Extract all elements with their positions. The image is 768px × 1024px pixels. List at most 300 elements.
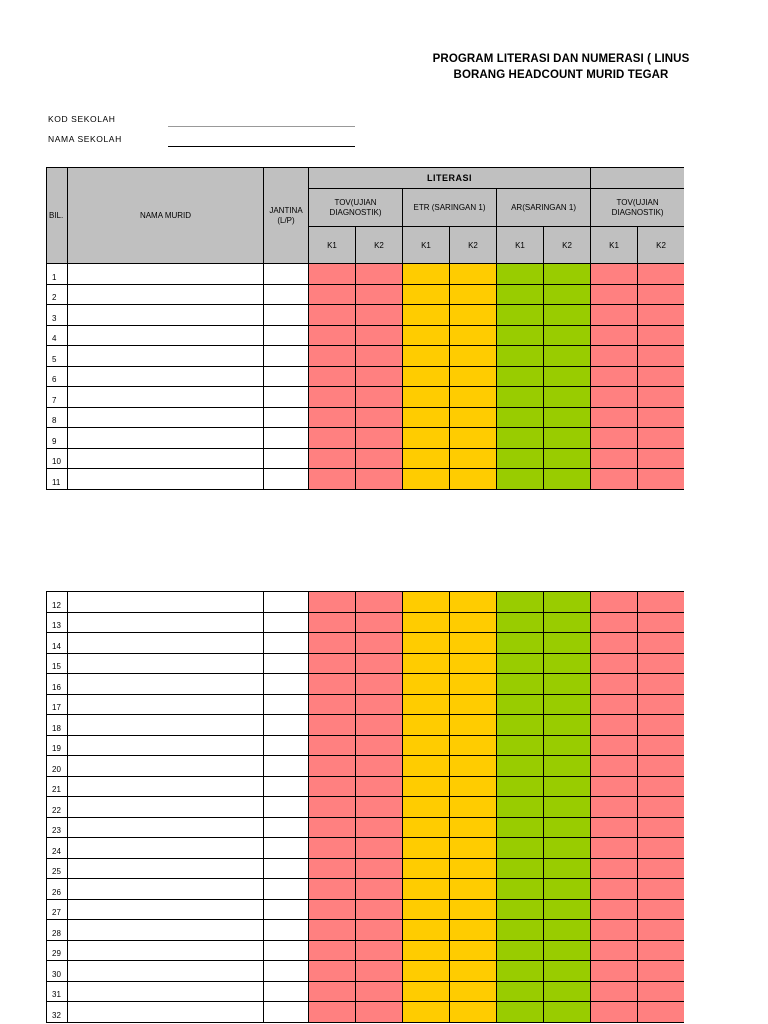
- ar-k1-cell[interactable]: [497, 776, 544, 797]
- tov-k1-cell[interactable]: [309, 366, 356, 387]
- tov-numerasi-k1-cell[interactable]: [591, 325, 638, 346]
- tov-k1-cell[interactable]: [309, 653, 356, 674]
- etr-k1-cell[interactable]: [403, 346, 450, 367]
- tov-numerasi-k1-cell[interactable]: [591, 387, 638, 408]
- etr-k1-cell[interactable]: [403, 264, 450, 285]
- etr-k2-cell[interactable]: [450, 284, 497, 305]
- ar-k1-cell[interactable]: [497, 838, 544, 859]
- ar-k1-cell[interactable]: [497, 1002, 544, 1023]
- nama-murid-cell[interactable]: [68, 940, 264, 961]
- ar-k2-cell[interactable]: [544, 817, 591, 838]
- tov-k1-cell[interactable]: [309, 428, 356, 449]
- etr-k2-cell[interactable]: [450, 735, 497, 756]
- ar-k1-cell[interactable]: [497, 407, 544, 428]
- nama-murid-cell[interactable]: [68, 469, 264, 490]
- nama-murid-cell[interactable]: [68, 920, 264, 941]
- nama-murid-cell[interactable]: [68, 366, 264, 387]
- nama-murid-cell[interactable]: [68, 653, 264, 674]
- ar-k2-cell[interactable]: [544, 612, 591, 633]
- tov-k1-cell[interactable]: [309, 325, 356, 346]
- nama-murid-cell[interactable]: [68, 899, 264, 920]
- ar-k1-cell[interactable]: [497, 899, 544, 920]
- tov-k2-cell[interactable]: [356, 776, 403, 797]
- ar-k1-cell[interactable]: [497, 920, 544, 941]
- tov-k2-cell[interactable]: [356, 469, 403, 490]
- tov-k1-cell[interactable]: [309, 961, 356, 982]
- tov-numerasi-k1-cell[interactable]: [591, 407, 638, 428]
- jantina-cell[interactable]: [264, 592, 309, 613]
- nama-murid-cell[interactable]: [68, 858, 264, 879]
- tov-numerasi-k1-cell[interactable]: [591, 920, 638, 941]
- tov-k1-cell[interactable]: [309, 838, 356, 859]
- etr-k1-cell[interactable]: [403, 797, 450, 818]
- ar-k2-cell[interactable]: [544, 284, 591, 305]
- etr-k1-cell[interactable]: [403, 674, 450, 695]
- tov-numerasi-k2-cell[interactable]: [638, 346, 684, 367]
- ar-k2-cell[interactable]: [544, 387, 591, 408]
- etr-k2-cell[interactable]: [450, 366, 497, 387]
- tov-k1-cell[interactable]: [309, 469, 356, 490]
- ar-k2-cell[interactable]: [544, 448, 591, 469]
- ar-k1-cell[interactable]: [497, 264, 544, 285]
- ar-k2-cell[interactable]: [544, 694, 591, 715]
- tov-numerasi-k1-cell[interactable]: [591, 633, 638, 654]
- tov-numerasi-k2-cell[interactable]: [638, 899, 685, 920]
- etr-k1-cell[interactable]: [403, 694, 450, 715]
- tov-numerasi-k1-cell[interactable]: [591, 1002, 638, 1023]
- tov-k1-cell[interactable]: [309, 879, 356, 900]
- tov-numerasi-k2-cell[interactable]: [638, 756, 685, 777]
- etr-k2-cell[interactable]: [450, 612, 497, 633]
- ar-k2-cell[interactable]: [544, 1002, 591, 1023]
- ar-k2-cell[interactable]: [544, 264, 591, 285]
- tov-k1-cell[interactable]: [309, 756, 356, 777]
- tov-numerasi-k1-cell[interactable]: [591, 448, 638, 469]
- jantina-cell[interactable]: [264, 325, 309, 346]
- tov-k1-cell[interactable]: [309, 899, 356, 920]
- ar-k1-cell[interactable]: [497, 756, 544, 777]
- jantina-cell[interactable]: [264, 694, 309, 715]
- tov-numerasi-k1-cell[interactable]: [591, 961, 638, 982]
- nama-murid-cell[interactable]: [68, 838, 264, 859]
- tov-k2-cell[interactable]: [356, 899, 403, 920]
- tov-k1-cell[interactable]: [309, 612, 356, 633]
- tov-k2-cell[interactable]: [356, 817, 403, 838]
- tov-k2-cell[interactable]: [356, 346, 403, 367]
- tov-numerasi-k2-cell[interactable]: [638, 305, 684, 326]
- etr-k1-cell[interactable]: [403, 961, 450, 982]
- etr-k2-cell[interactable]: [450, 346, 497, 367]
- ar-k2-cell[interactable]: [544, 858, 591, 879]
- etr-k1-cell[interactable]: [403, 756, 450, 777]
- tov-k1-cell[interactable]: [309, 715, 356, 736]
- tov-k1-cell[interactable]: [309, 346, 356, 367]
- tov-numerasi-k2-cell[interactable]: [638, 284, 684, 305]
- jantina-cell[interactable]: [264, 653, 309, 674]
- nama-murid-cell[interactable]: [68, 817, 264, 838]
- ar-k2-cell[interactable]: [544, 407, 591, 428]
- ar-k1-cell[interactable]: [497, 387, 544, 408]
- etr-k2-cell[interactable]: [450, 592, 497, 613]
- etr-k1-cell[interactable]: [403, 838, 450, 859]
- ar-k1-cell[interactable]: [497, 366, 544, 387]
- nama-murid-cell[interactable]: [68, 797, 264, 818]
- etr-k1-cell[interactable]: [403, 1002, 450, 1023]
- etr-k1-cell[interactable]: [403, 776, 450, 797]
- tov-k2-cell[interactable]: [356, 653, 403, 674]
- ar-k1-cell[interactable]: [497, 469, 544, 490]
- tov-numerasi-k2-cell[interactable]: [638, 694, 685, 715]
- ar-k1-cell[interactable]: [497, 817, 544, 838]
- tov-k1-cell[interactable]: [309, 448, 356, 469]
- nama-murid-cell[interactable]: [68, 961, 264, 982]
- nama-murid-cell[interactable]: [68, 715, 264, 736]
- tov-numerasi-k2-cell[interactable]: [638, 715, 685, 736]
- etr-k2-cell[interactable]: [450, 715, 497, 736]
- tov-k1-cell[interactable]: [309, 284, 356, 305]
- etr-k2-cell[interactable]: [450, 428, 497, 449]
- tov-numerasi-k1-cell[interactable]: [591, 469, 638, 490]
- etr-k1-cell[interactable]: [403, 428, 450, 449]
- tov-numerasi-k1-cell[interactable]: [591, 694, 638, 715]
- ar-k2-cell[interactable]: [544, 346, 591, 367]
- ar-k1-cell[interactable]: [497, 305, 544, 326]
- etr-k2-cell[interactable]: [450, 653, 497, 674]
- nama-murid-cell[interactable]: [68, 284, 264, 305]
- tov-numerasi-k2-cell[interactable]: [638, 407, 684, 428]
- tov-numerasi-k2-cell[interactable]: [638, 838, 685, 859]
- etr-k2-cell[interactable]: [450, 264, 497, 285]
- jantina-cell[interactable]: [264, 961, 309, 982]
- etr-k2-cell[interactable]: [450, 633, 497, 654]
- jantina-cell[interactable]: [264, 735, 309, 756]
- etr-k1-cell[interactable]: [403, 469, 450, 490]
- ar-k2-cell[interactable]: [544, 653, 591, 674]
- tov-numerasi-k2-cell[interactable]: [638, 981, 685, 1002]
- tov-k1-cell[interactable]: [309, 305, 356, 326]
- tov-numerasi-k2-cell[interactable]: [638, 797, 685, 818]
- tov-k2-cell[interactable]: [356, 879, 403, 900]
- nama-murid-cell[interactable]: [68, 981, 264, 1002]
- etr-k2-cell[interactable]: [450, 981, 497, 1002]
- tov-numerasi-k2-cell[interactable]: [638, 366, 684, 387]
- nama-murid-cell[interactable]: [68, 612, 264, 633]
- etr-k1-cell[interactable]: [403, 735, 450, 756]
- nama-murid-cell[interactable]: [68, 674, 264, 695]
- jantina-cell[interactable]: [264, 346, 309, 367]
- tov-numerasi-k1-cell[interactable]: [591, 817, 638, 838]
- jantina-cell[interactable]: [264, 428, 309, 449]
- tov-numerasi-k2-cell[interactable]: [638, 469, 684, 490]
- ar-k2-cell[interactable]: [544, 961, 591, 982]
- tov-k2-cell[interactable]: [356, 366, 403, 387]
- tov-k2-cell[interactable]: [356, 797, 403, 818]
- tov-k1-cell[interactable]: [309, 817, 356, 838]
- tov-k1-cell[interactable]: [309, 1002, 356, 1023]
- jantina-cell[interactable]: [264, 633, 309, 654]
- tov-k2-cell[interactable]: [356, 633, 403, 654]
- nama-murid-cell[interactable]: [68, 879, 264, 900]
- tov-k1-cell[interactable]: [309, 797, 356, 818]
- tov-k2-cell[interactable]: [356, 674, 403, 695]
- etr-k1-cell[interactable]: [403, 387, 450, 408]
- tov-k1-cell[interactable]: [309, 694, 356, 715]
- nama-murid-cell[interactable]: [68, 428, 264, 449]
- tov-k1-cell[interactable]: [309, 633, 356, 654]
- ar-k1-cell[interactable]: [497, 612, 544, 633]
- etr-k1-cell[interactable]: [403, 858, 450, 879]
- ar-k2-cell[interactable]: [544, 592, 591, 613]
- etr-k1-cell[interactable]: [403, 448, 450, 469]
- etr-k2-cell[interactable]: [450, 674, 497, 695]
- jantina-cell[interactable]: [264, 407, 309, 428]
- tov-numerasi-k1-cell[interactable]: [591, 346, 638, 367]
- tov-k2-cell[interactable]: [356, 592, 403, 613]
- tov-k1-cell[interactable]: [309, 776, 356, 797]
- etr-k2-cell[interactable]: [450, 305, 497, 326]
- ar-k2-cell[interactable]: [544, 428, 591, 449]
- tov-k2-cell[interactable]: [356, 407, 403, 428]
- tov-numerasi-k1-cell[interactable]: [591, 756, 638, 777]
- etr-k2-cell[interactable]: [450, 407, 497, 428]
- jantina-cell[interactable]: [264, 448, 309, 469]
- jantina-cell[interactable]: [264, 756, 309, 777]
- jantina-cell[interactable]: [264, 838, 309, 859]
- tov-k2-cell[interactable]: [356, 735, 403, 756]
- ar-k1-cell[interactable]: [497, 674, 544, 695]
- tov-k2-cell[interactable]: [356, 858, 403, 879]
- etr-k2-cell[interactable]: [450, 879, 497, 900]
- jantina-cell[interactable]: [264, 899, 309, 920]
- jantina-cell[interactable]: [264, 366, 309, 387]
- tov-numerasi-k2-cell[interactable]: [638, 428, 684, 449]
- tov-numerasi-k2-cell[interactable]: [638, 612, 685, 633]
- ar-k2-cell[interactable]: [544, 920, 591, 941]
- ar-k1-cell[interactable]: [497, 592, 544, 613]
- tov-k2-cell[interactable]: [356, 838, 403, 859]
- etr-k1-cell[interactable]: [403, 325, 450, 346]
- tov-k1-cell[interactable]: [309, 407, 356, 428]
- ar-k1-cell[interactable]: [497, 735, 544, 756]
- etr-k1-cell[interactable]: [403, 899, 450, 920]
- nama-murid-cell[interactable]: [68, 776, 264, 797]
- tov-numerasi-k1-cell[interactable]: [591, 653, 638, 674]
- jantina-cell[interactable]: [264, 674, 309, 695]
- ar-k1-cell[interactable]: [497, 858, 544, 879]
- tov-numerasi-k2-cell[interactable]: [638, 264, 684, 285]
- tov-numerasi-k2-cell[interactable]: [638, 735, 685, 756]
- nama-murid-cell[interactable]: [68, 305, 264, 326]
- tov-numerasi-k2-cell[interactable]: [638, 817, 685, 838]
- jantina-cell[interactable]: [264, 858, 309, 879]
- nama-murid-cell[interactable]: [68, 592, 264, 613]
- etr-k1-cell[interactable]: [403, 633, 450, 654]
- tov-k1-cell[interactable]: [309, 592, 356, 613]
- tov-k2-cell[interactable]: [356, 920, 403, 941]
- etr-k2-cell[interactable]: [450, 920, 497, 941]
- etr-k1-cell[interactable]: [403, 879, 450, 900]
- etr-k2-cell[interactable]: [450, 756, 497, 777]
- nama-murid-cell[interactable]: [68, 1002, 264, 1023]
- etr-k1-cell[interactable]: [403, 940, 450, 961]
- tov-numerasi-k1-cell[interactable]: [591, 838, 638, 859]
- etr-k1-cell[interactable]: [403, 612, 450, 633]
- etr-k2-cell[interactable]: [450, 797, 497, 818]
- ar-k2-cell[interactable]: [544, 366, 591, 387]
- tov-numerasi-k2-cell[interactable]: [638, 940, 685, 961]
- nama-murid-cell[interactable]: [68, 735, 264, 756]
- ar-k1-cell[interactable]: [497, 940, 544, 961]
- ar-k1-cell[interactable]: [497, 325, 544, 346]
- tov-numerasi-k2-cell[interactable]: [638, 920, 685, 941]
- tov-numerasi-k1-cell[interactable]: [591, 612, 638, 633]
- etr-k1-cell[interactable]: [403, 366, 450, 387]
- jantina-cell[interactable]: [264, 817, 309, 838]
- tov-numerasi-k2-cell[interactable]: [638, 961, 685, 982]
- ar-k2-cell[interactable]: [544, 776, 591, 797]
- etr-k1-cell[interactable]: [403, 981, 450, 1002]
- etr-k2-cell[interactable]: [450, 448, 497, 469]
- tov-numerasi-k1-cell[interactable]: [591, 776, 638, 797]
- jantina-cell[interactable]: [264, 981, 309, 1002]
- tov-numerasi-k2-cell[interactable]: [638, 633, 685, 654]
- ar-k1-cell[interactable]: [497, 879, 544, 900]
- etr-k2-cell[interactable]: [450, 940, 497, 961]
- etr-k2-cell[interactable]: [450, 694, 497, 715]
- tov-k1-cell[interactable]: [309, 858, 356, 879]
- jantina-cell[interactable]: [264, 305, 309, 326]
- etr-k2-cell[interactable]: [450, 838, 497, 859]
- tov-k2-cell[interactable]: [356, 715, 403, 736]
- ar-k1-cell[interactable]: [497, 961, 544, 982]
- tov-numerasi-k2-cell[interactable]: [638, 387, 684, 408]
- tov-numerasi-k1-cell[interactable]: [591, 715, 638, 736]
- ar-k1-cell[interactable]: [497, 284, 544, 305]
- jantina-cell[interactable]: [264, 879, 309, 900]
- nama-murid-cell[interactable]: [68, 694, 264, 715]
- nama-murid-cell[interactable]: [68, 346, 264, 367]
- etr-k1-cell[interactable]: [403, 305, 450, 326]
- tov-numerasi-k1-cell[interactable]: [591, 366, 638, 387]
- tov-k2-cell[interactable]: [356, 961, 403, 982]
- tov-numerasi-k2-cell[interactable]: [638, 776, 685, 797]
- ar-k1-cell[interactable]: [497, 715, 544, 736]
- tov-k2-cell[interactable]: [356, 940, 403, 961]
- ar-k2-cell[interactable]: [544, 879, 591, 900]
- jantina-cell[interactable]: [264, 776, 309, 797]
- tov-k2-cell[interactable]: [356, 428, 403, 449]
- tov-numerasi-k2-cell[interactable]: [638, 448, 684, 469]
- tov-k1-cell[interactable]: [309, 264, 356, 285]
- ar-k1-cell[interactable]: [497, 797, 544, 818]
- ar-k1-cell[interactable]: [497, 653, 544, 674]
- ar-k2-cell[interactable]: [544, 797, 591, 818]
- tov-numerasi-k1-cell[interactable]: [591, 940, 638, 961]
- tov-k2-cell[interactable]: [356, 305, 403, 326]
- etr-k2-cell[interactable]: [450, 899, 497, 920]
- tov-numerasi-k2-cell[interactable]: [638, 674, 685, 695]
- tov-numerasi-k1-cell[interactable]: [591, 858, 638, 879]
- etr-k2-cell[interactable]: [450, 858, 497, 879]
- tov-numerasi-k2-cell[interactable]: [638, 879, 685, 900]
- tov-numerasi-k2-cell[interactable]: [638, 592, 685, 613]
- nama-murid-cell[interactable]: [68, 756, 264, 777]
- tov-k1-cell[interactable]: [309, 940, 356, 961]
- ar-k1-cell[interactable]: [497, 346, 544, 367]
- ar-k2-cell[interactable]: [544, 756, 591, 777]
- etr-k2-cell[interactable]: [450, 469, 497, 490]
- ar-k2-cell[interactable]: [544, 715, 591, 736]
- nama-murid-cell[interactable]: [68, 387, 264, 408]
- etr-k1-cell[interactable]: [403, 284, 450, 305]
- nama-murid-cell[interactable]: [68, 448, 264, 469]
- tov-numerasi-k2-cell[interactable]: [638, 653, 685, 674]
- tov-numerasi-k1-cell[interactable]: [591, 284, 638, 305]
- ar-k1-cell[interactable]: [497, 981, 544, 1002]
- etr-k2-cell[interactable]: [450, 325, 497, 346]
- etr-k2-cell[interactable]: [450, 961, 497, 982]
- ar-k2-cell[interactable]: [544, 305, 591, 326]
- ar-k2-cell[interactable]: [544, 838, 591, 859]
- tov-numerasi-k1-cell[interactable]: [591, 797, 638, 818]
- tov-k1-cell[interactable]: [309, 920, 356, 941]
- etr-k2-cell[interactable]: [450, 387, 497, 408]
- ar-k2-cell[interactable]: [544, 981, 591, 1002]
- tov-numerasi-k1-cell[interactable]: [591, 428, 638, 449]
- jantina-cell[interactable]: [264, 469, 309, 490]
- tov-k1-cell[interactable]: [309, 674, 356, 695]
- ar-k1-cell[interactable]: [497, 448, 544, 469]
- tov-k2-cell[interactable]: [356, 981, 403, 1002]
- jantina-cell[interactable]: [264, 797, 309, 818]
- nama-sekolah-field[interactable]: [168, 146, 355, 147]
- ar-k2-cell[interactable]: [544, 633, 591, 654]
- tov-numerasi-k1-cell[interactable]: [591, 879, 638, 900]
- tov-numerasi-k1-cell[interactable]: [591, 899, 638, 920]
- ar-k2-cell[interactable]: [544, 469, 591, 490]
- tov-k2-cell[interactable]: [356, 1002, 403, 1023]
- jantina-cell[interactable]: [264, 264, 309, 285]
- tov-numerasi-k1-cell[interactable]: [591, 264, 638, 285]
- tov-k2-cell[interactable]: [356, 756, 403, 777]
- tov-k2-cell[interactable]: [356, 387, 403, 408]
- tov-numerasi-k2-cell[interactable]: [638, 1002, 685, 1023]
- jantina-cell[interactable]: [264, 940, 309, 961]
- tov-numerasi-k2-cell[interactable]: [638, 858, 685, 879]
- ar-k1-cell[interactable]: [497, 633, 544, 654]
- tov-k2-cell[interactable]: [356, 325, 403, 346]
- etr-k1-cell[interactable]: [403, 407, 450, 428]
- tov-k2-cell[interactable]: [356, 448, 403, 469]
- ar-k2-cell[interactable]: [544, 735, 591, 756]
- tov-numerasi-k1-cell[interactable]: [591, 674, 638, 695]
- kod-sekolah-field[interactable]: [168, 126, 355, 127]
- etr-k1-cell[interactable]: [403, 653, 450, 674]
- etr-k1-cell[interactable]: [403, 920, 450, 941]
- tov-numerasi-k1-cell[interactable]: [591, 735, 638, 756]
- etr-k1-cell[interactable]: [403, 592, 450, 613]
- ar-k1-cell[interactable]: [497, 428, 544, 449]
- tov-numerasi-k1-cell[interactable]: [591, 592, 638, 613]
- ar-k2-cell[interactable]: [544, 940, 591, 961]
- jantina-cell[interactable]: [264, 920, 309, 941]
- nama-murid-cell[interactable]: [68, 407, 264, 428]
- tov-k2-cell[interactable]: [356, 612, 403, 633]
- tov-numerasi-k1-cell[interactable]: [591, 305, 638, 326]
- etr-k2-cell[interactable]: [450, 817, 497, 838]
- ar-k1-cell[interactable]: [497, 694, 544, 715]
- jantina-cell[interactable]: [264, 387, 309, 408]
